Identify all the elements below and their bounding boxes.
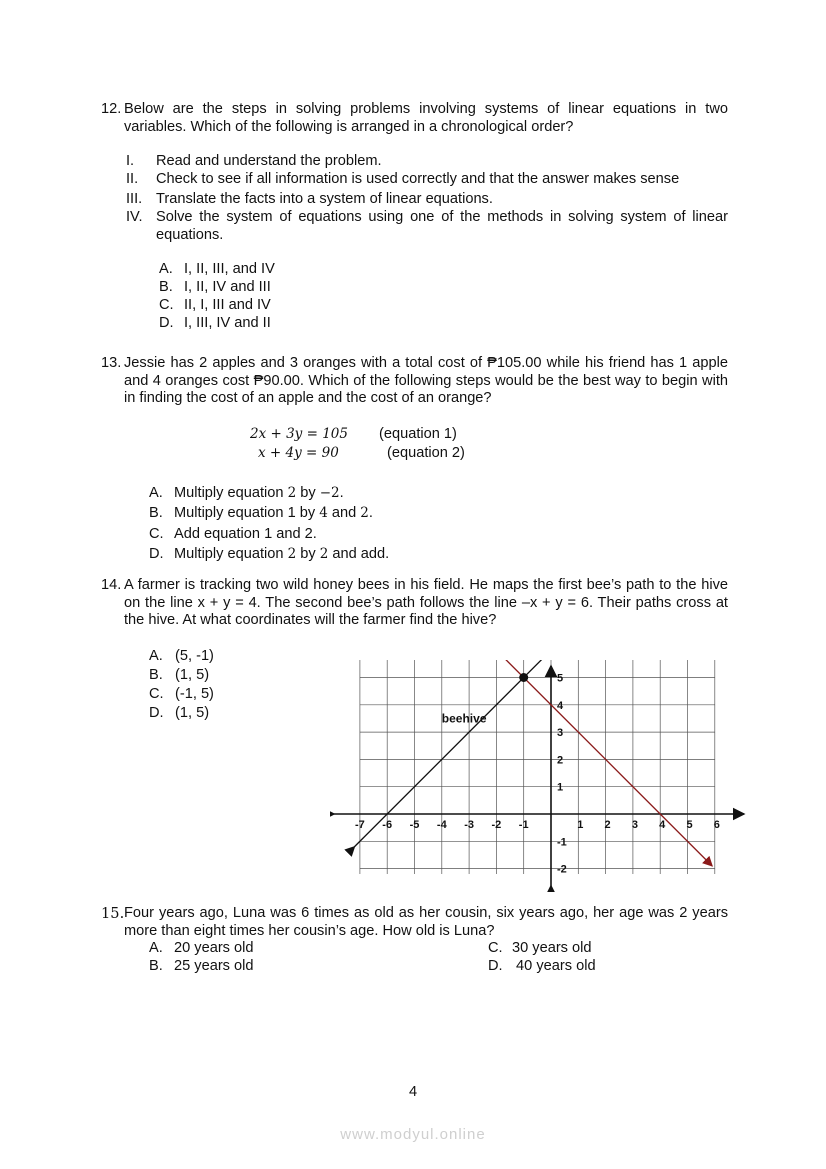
choice-letter: A.: [149, 940, 163, 956]
step-text: Check to see if all information is used correctly and that the answer makes sense: [156, 171, 680, 187]
choice-text: (1, 5): [175, 705, 210, 721]
step-text: Solve the system of equations using one of the methods in solving system of linear equations.: [156, 209, 728, 243]
x-tick-label: -1: [518, 819, 529, 831]
choice-text: I, II, IV and III: [184, 279, 271, 295]
step-numeral: IV.: [126, 209, 143, 225]
choice-letter: B.: [159, 279, 173, 295]
x-tick-label: 1: [577, 819, 584, 831]
beehive-label: beehive: [441, 711, 487, 726]
choice-letter: C.: [159, 297, 174, 313]
x-tick-label: -6: [382, 819, 393, 831]
series-line: [480, 660, 712, 866]
question-text: Below are the steps in solving problems involving systems of linear equations in two variables. Which of the following is arranged in a chronological order?: [124, 101, 728, 135]
y-tick-label: -1: [557, 836, 567, 849]
choice-letter: C.: [149, 526, 164, 542]
question-number: 13.: [101, 355, 122, 371]
equation-label: (equation 2): [387, 445, 465, 461]
choice-letter: D.: [159, 315, 174, 331]
choice-text: (-1, 5): [175, 686, 214, 702]
step-numeral: II.: [126, 171, 139, 187]
choice-text: Add equation 1 and 2.: [174, 526, 317, 542]
choice-letter: B.: [149, 667, 163, 683]
y-tick-label: 3: [557, 727, 564, 740]
coordinate-graph: [330, 660, 750, 892]
choice-text: Multiply equation 2 by −2.: [174, 485, 344, 501]
choice-text: Multiply equation 1 by 4 and 2.: [174, 505, 373, 521]
choice-text: I, III, IV and II: [184, 315, 271, 331]
y-tick-label: 4: [557, 699, 564, 712]
x-tick-label: 6: [713, 819, 720, 831]
x-tick-label: 2: [604, 819, 611, 831]
step-text: Read and understand the problem.: [156, 153, 382, 169]
choice-letter: A.: [159, 261, 173, 277]
equation-label: (equation 1): [379, 426, 457, 442]
question-number: 12.: [101, 101, 122, 117]
choice-letter: B.: [149, 958, 163, 974]
choice-letter: D.: [149, 705, 164, 721]
x-tick-label: -2: [491, 819, 502, 831]
choice-text: II, I, III and IV: [184, 297, 271, 313]
question-text: Jessie has 2 apples and 3 oranges with a total cost of ₱105.00 while his friend has 1 apple and 4 oranges cost ₱90.00. Which of the following steps would be the best way to begin with in finding the cost of an apple and the cost of an orange?: [124, 355, 728, 406]
choice-letter: D.: [149, 546, 164, 562]
equation-math: 2x + 3y = 105: [250, 426, 348, 442]
choice-text: 25 years old: [174, 958, 254, 974]
question-text: A farmer is tracking two wild honey bees in his field. He maps the first bee’s path to the hive on the line x + y = 4. The second bee’s path follows the line –x + y = 6. Their paths cross at the hive. At what coordinates will the farmer find the hive?: [124, 577, 728, 628]
equation-math: x + 4y = 90: [258, 445, 339, 461]
x-tick-label: 4: [659, 819, 666, 831]
y-tick-label: 1: [557, 781, 564, 794]
choice-letter: D.: [488, 958, 503, 974]
step-text: Translate the facts into a system of linear equations.: [156, 191, 493, 207]
y-tick-label: 2: [557, 754, 564, 767]
x-tick-label: 5: [686, 819, 693, 831]
page-number: 4: [408, 1084, 418, 1100]
choice-text: 40 years old: [512, 958, 596, 974]
watermark: www.modyul.online: [340, 1126, 486, 1143]
choice-letter: B.: [149, 505, 163, 521]
choice-text: Multiply equation 2 by 2 and add.: [174, 546, 390, 562]
beehive-point: [519, 673, 528, 682]
choice-text: (5, -1): [175, 648, 214, 664]
x-tick-label: -5: [409, 819, 420, 831]
x-tick-label: -3: [464, 819, 474, 831]
x-tick-label: 3: [631, 819, 638, 831]
x-tick-label: -7: [355, 819, 365, 831]
step-numeral: III.: [126, 191, 143, 207]
choice-text: 30 years old: [512, 940, 592, 956]
choice-text: (1, 5): [175, 667, 210, 683]
choice-letter: A.: [149, 485, 163, 501]
choice-text: I, II, III, and IV: [184, 261, 275, 277]
choice-letter: C.: [149, 686, 164, 702]
step-numeral: I.: [126, 153, 135, 169]
x-tick-label: -4: [436, 819, 447, 831]
choice-letter: C.: [488, 940, 503, 956]
choice-letter: A.: [149, 648, 163, 664]
y-tick-label: 5: [557, 672, 564, 685]
choice-text: 20 years old: [174, 940, 254, 956]
question-number: 14.: [101, 577, 122, 593]
question-text: Four years ago, Luna was 6 times as old as her cousin, six years ago, her age was 2 years more than eight times her cousin’s age. How old is Luna?: [124, 905, 728, 939]
question-number: 15.: [101, 905, 125, 922]
y-tick-label: -2: [557, 863, 567, 876]
